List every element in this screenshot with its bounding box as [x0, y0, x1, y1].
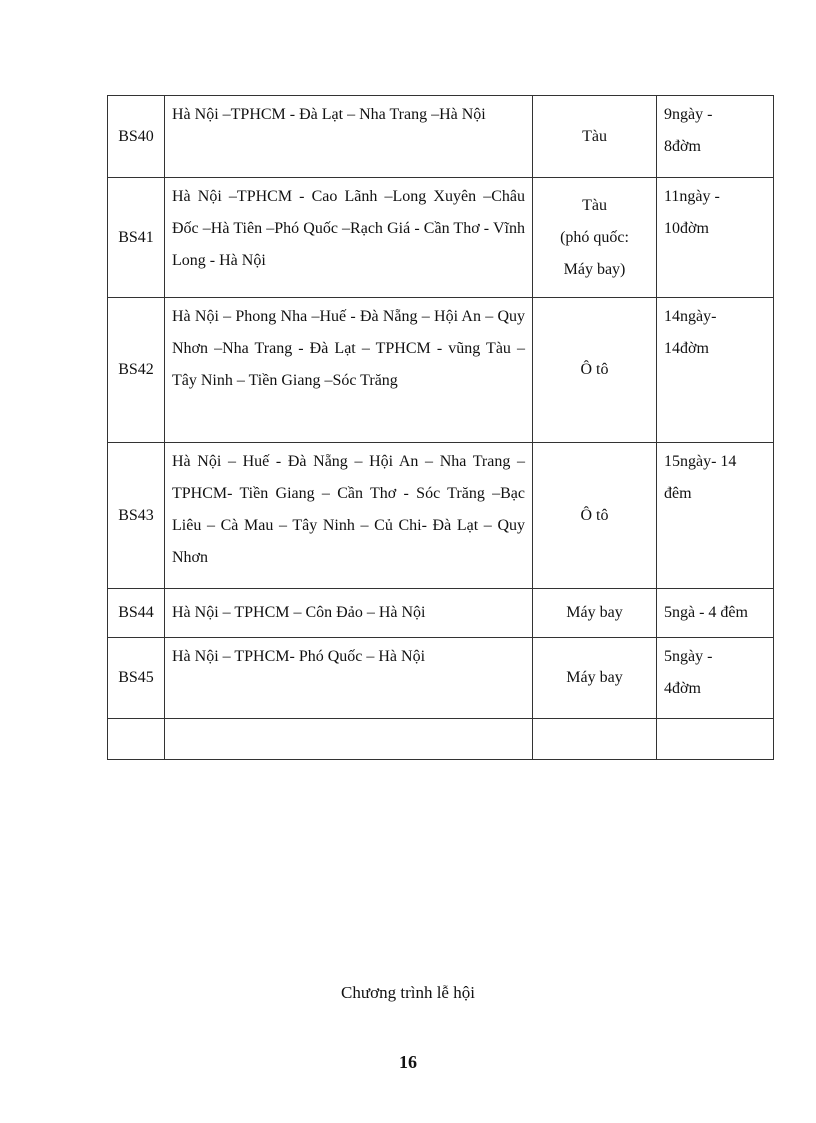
tour-transport-text: Máy bay: [566, 604, 623, 621]
tour-duration: 15ngày- 14 đêm: [657, 443, 774, 589]
section-title: Chương trình lễ hội: [341, 983, 475, 1002]
tour-transport: [533, 443, 657, 589]
tour-transport-text: Tàu (phó quốc: Máy bay): [560, 196, 629, 278]
tour-duration: 5ngà - 4 đêm: [657, 589, 774, 638]
tour-code: BS40: [108, 96, 165, 178]
tour-code: BS44: [108, 589, 165, 638]
tour-transport: [533, 638, 657, 719]
empty-cell: [108, 719, 165, 760]
tour-table: [107, 95, 774, 760]
tour-transport: [533, 298, 657, 443]
tour-transport-text: Máy bay: [566, 669, 623, 686]
table-row-empty: [108, 719, 774, 760]
tour-duration: 11ngày - 10đờm: [657, 178, 774, 298]
table-row: [108, 589, 774, 638]
tour-transport-text: Ô tô: [580, 506, 609, 524]
tour-code: BS43: [108, 443, 165, 589]
tour-duration: 5ngày - 4đờm: [657, 638, 774, 719]
tour-route: Hà Nội –TPHCM - Cao Lãnh –Long Xuyên –Châu Đốc –Hà Tiên –Phó Quốc –Rạch Giá - Cần Thơ - Vĩnh Long - Hà Nội: [165, 178, 533, 298]
tour-code: BS45: [108, 638, 165, 719]
tour-route: Hà Nội – Phong Nha –Huế - Đà Nẵng – Hội An – Quy Nhơn –Nha Trang - Đà Lạt – TPHCM - vũng Tàu – Tây Ninh – Tiền Giang –Sóc Trăng: [165, 298, 533, 443]
tour-code: BS42: [108, 298, 165, 443]
tour-route: Hà Nội – Huế - Đà Nẵng – Hội An – Nha Trang –TPHCM- Tiền Giang – Cần Thơ - Sóc Trăng –Bạc Liêu – Cà Mau – Tây Ninh – Củ Chi- Đà Lạt – Quy Nhơn: [165, 443, 533, 589]
tour-route: Hà Nội – TPHCM- Phó Quốc – Hà Nội: [165, 638, 533, 719]
tour-duration: 9ngày - 8đờm: [657, 96, 774, 178]
tour-transport-text: Tàu: [582, 127, 607, 145]
tour-transport-text: Ô tô: [580, 361, 609, 378]
empty-cell: [657, 719, 774, 760]
empty-cell: [533, 719, 657, 760]
table-row: [108, 443, 774, 589]
tour-code: BS41: [108, 178, 165, 298]
table-row: [108, 298, 774, 443]
table-row: [108, 96, 774, 178]
tour-route: Hà Nội –TPHCM - Đà Lạt – Nha Trang –Hà Nội: [165, 96, 533, 178]
tour-transport: [533, 178, 657, 298]
page-number: 16: [399, 1052, 417, 1072]
tour-route: Hà Nội – TPHCM – Côn Đảo – Hà Nội: [165, 589, 533, 638]
tour-transport: [533, 589, 657, 638]
table-row: [108, 638, 774, 719]
tour-transport: [533, 96, 657, 178]
empty-cell: [165, 719, 533, 760]
table-row: [108, 178, 774, 298]
tour-duration: 14ngày- 14đờm: [657, 298, 774, 443]
